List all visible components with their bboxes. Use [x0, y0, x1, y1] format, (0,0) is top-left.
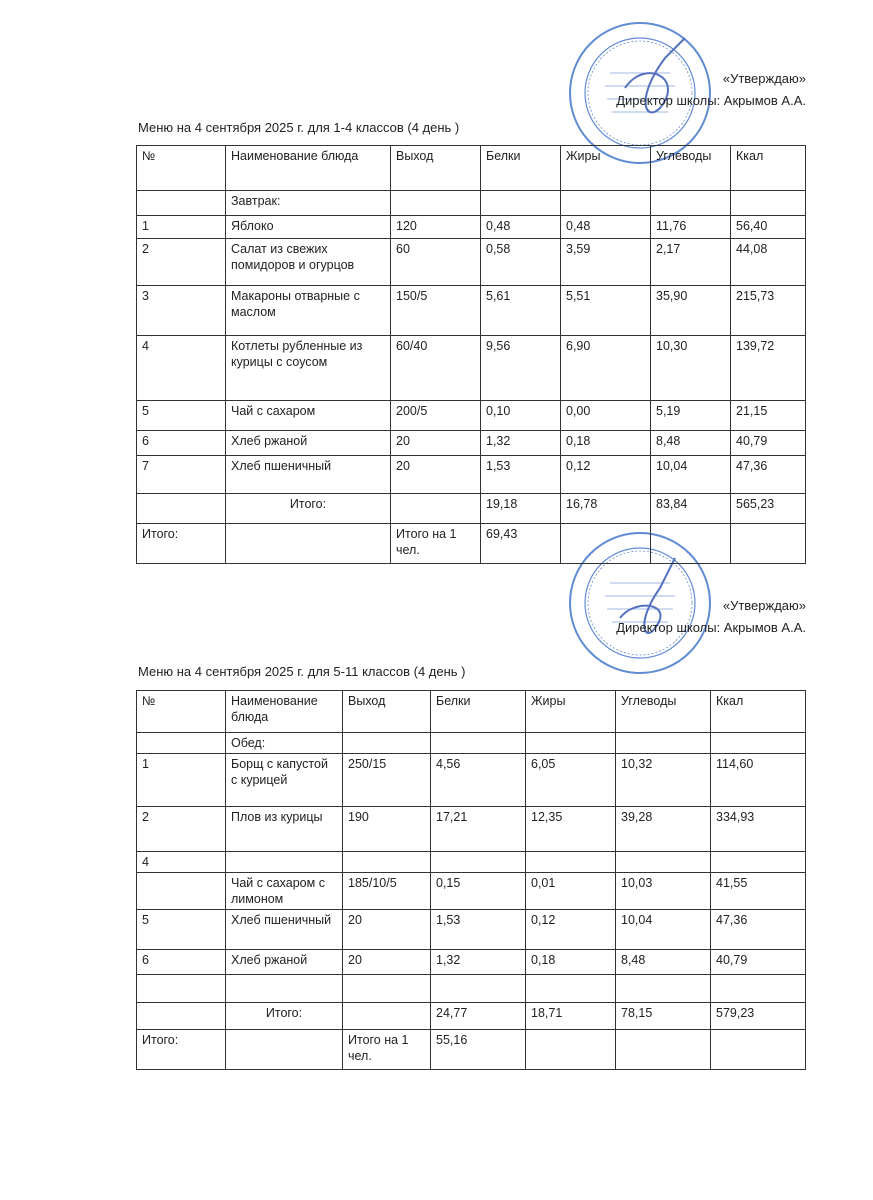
column-header: №	[137, 691, 226, 733]
director-signature-line: Директор школы: Акрымов А.А.	[616, 620, 806, 635]
table-cell: 0,01	[526, 873, 616, 910]
table-cell	[343, 852, 431, 873]
table-cell: 6,90	[561, 336, 651, 401]
table-cell	[137, 494, 226, 524]
table-cell: 0,12	[526, 910, 616, 950]
table-cell: Хлеб пшеничный	[226, 910, 343, 950]
table-cell	[711, 733, 806, 754]
table-row	[137, 431, 806, 456]
menu-table-5-11	[136, 690, 806, 1070]
table-cell	[731, 191, 806, 216]
table-cell	[616, 733, 711, 754]
table-row	[137, 336, 806, 401]
table-cell: 1,32	[481, 431, 561, 456]
table-cell: 200/5	[391, 401, 481, 431]
table-cell: Хлеб пшеничный	[226, 456, 391, 494]
table-cell	[391, 191, 481, 216]
table-cell	[526, 975, 616, 1003]
table-cell: 0,15	[431, 873, 526, 910]
table-cell: 10,03	[616, 873, 711, 910]
table-cell: 20	[391, 431, 481, 456]
table-cell: 60/40	[391, 336, 481, 401]
table-cell: 3	[137, 286, 226, 336]
table-cell	[651, 524, 731, 564]
table-cell	[711, 852, 806, 873]
table-cell: Хлеб ржаной	[226, 950, 343, 975]
table-cell	[137, 733, 226, 754]
table-cell: 5	[137, 910, 226, 950]
table-row	[137, 494, 806, 524]
table-row	[137, 873, 806, 910]
table-cell: 10,32	[616, 754, 711, 807]
table-cell: 47,36	[731, 456, 806, 494]
column-header: Ккал	[731, 146, 806, 191]
table-cell: 114,60	[711, 754, 806, 807]
table-cell: 3,59	[561, 239, 651, 286]
table-cell: Итого на 1 чел.	[391, 524, 481, 564]
table-header-row	[137, 691, 806, 733]
table-cell: Котлеты рубленные из курицы с соусом	[226, 336, 391, 401]
table-cell	[481, 191, 561, 216]
table-cell: 24,77	[431, 1003, 526, 1030]
table-cell: 60	[391, 239, 481, 286]
table-cell: 150/5	[391, 286, 481, 336]
table-cell: 35,90	[651, 286, 731, 336]
table-cell: 139,72	[731, 336, 806, 401]
table-cell	[561, 191, 651, 216]
table-cell: Итого:	[137, 524, 226, 564]
table-cell: 0,18	[526, 950, 616, 975]
table-cell: 20	[391, 456, 481, 494]
column-header: №	[137, 146, 226, 191]
table-cell: Плов из курицы	[226, 807, 343, 852]
table-cell: 20	[343, 910, 431, 950]
table-cell	[616, 1030, 711, 1070]
table-cell: 78,15	[616, 1003, 711, 1030]
table-cell: 1,53	[481, 456, 561, 494]
column-header: Белки	[431, 691, 526, 733]
table-cell: Итого на 1 чел.	[343, 1030, 431, 1070]
table-cell: 5,19	[651, 401, 731, 431]
table-cell: 0,48	[561, 216, 651, 239]
table-row	[137, 852, 806, 873]
table-cell: 0,12	[561, 456, 651, 494]
table-cell	[431, 852, 526, 873]
table-cell: 190	[343, 807, 431, 852]
table-cell: 16,78	[561, 494, 651, 524]
table-cell: 10,04	[651, 456, 731, 494]
table-cell: 579,23	[711, 1003, 806, 1030]
table-cell: 185/10/5	[343, 873, 431, 910]
table-cell: 56,40	[731, 216, 806, 239]
table-cell: 4	[137, 336, 226, 401]
table-row	[137, 807, 806, 852]
table-cell	[137, 873, 226, 910]
table-cell	[343, 975, 431, 1003]
table-cell	[137, 975, 226, 1003]
table-cell: Обед:	[226, 733, 343, 754]
table-cell	[391, 494, 481, 524]
table-row	[137, 401, 806, 431]
table-cell	[526, 733, 616, 754]
table-cell: Итого:	[226, 1003, 343, 1030]
table-cell: Яблоко	[226, 216, 391, 239]
table-cell: Завтрак:	[226, 191, 391, 216]
table-row	[137, 216, 806, 239]
column-header: Жиры	[526, 691, 616, 733]
table-row	[137, 950, 806, 975]
column-header: Выход	[343, 691, 431, 733]
table-cell: 0,00	[561, 401, 651, 431]
column-header: Жиры	[561, 146, 651, 191]
table-cell: 0,18	[561, 431, 651, 456]
table-cell: 47,36	[711, 910, 806, 950]
menu-title: Меню на 4 сентября 2025 г. для 5-11 классов (4 день )	[138, 664, 466, 679]
table-cell: 19,18	[481, 494, 561, 524]
table-cell: 8,48	[616, 950, 711, 975]
table-cell	[343, 1003, 431, 1030]
column-header: Наименование блюда	[226, 691, 343, 733]
table-cell: 5,51	[561, 286, 651, 336]
table-cell: 2	[137, 807, 226, 852]
table-cell: Салат из свежих помидоров и огурцов	[226, 239, 391, 286]
table-cell: 0,58	[481, 239, 561, 286]
table-cell: 5,61	[481, 286, 561, 336]
table-cell: 9,56	[481, 336, 561, 401]
table-row	[137, 1030, 806, 1070]
menu-title: Меню на 4 сентября 2025 г. для 1-4 классов (4 день )	[138, 120, 460, 135]
table-cell: 4,56	[431, 754, 526, 807]
table-cell: 69,43	[481, 524, 561, 564]
table-cell: 41,55	[711, 873, 806, 910]
table-cell	[226, 975, 343, 1003]
table-cell: 12,35	[526, 807, 616, 852]
table-cell: 0,10	[481, 401, 561, 431]
table-cell: 18,71	[526, 1003, 616, 1030]
table-cell: Итого:	[226, 494, 391, 524]
table-cell: 4	[137, 852, 226, 873]
table-cell: Хлеб ржаной	[226, 431, 391, 456]
table-cell: 1,53	[431, 910, 526, 950]
table-cell	[711, 975, 806, 1003]
table-cell: 40,79	[711, 950, 806, 975]
table-row	[137, 286, 806, 336]
table-cell: 215,73	[731, 286, 806, 336]
table-row	[137, 239, 806, 286]
table-cell: 40,79	[731, 431, 806, 456]
table-cell	[343, 733, 431, 754]
table-cell	[711, 1030, 806, 1070]
table-row	[137, 754, 806, 807]
table-cell	[526, 1030, 616, 1070]
menu-table-1-4	[136, 145, 806, 564]
table-row	[137, 975, 806, 1003]
table-cell: 250/15	[343, 754, 431, 807]
table-cell: 1,32	[431, 950, 526, 975]
table-row	[137, 456, 806, 494]
table-row	[137, 733, 806, 754]
table-cell	[651, 191, 731, 216]
table-cell: 55,16	[431, 1030, 526, 1070]
approval-block	[616, 68, 806, 112]
table-cell: 334,93	[711, 807, 806, 852]
table-cell: Чай с сахаром	[226, 401, 391, 431]
table-cell	[526, 852, 616, 873]
table-cell: 2,17	[651, 239, 731, 286]
column-header: Углеводы	[616, 691, 711, 733]
table-cell: 10,30	[651, 336, 731, 401]
table-cell: 1	[137, 754, 226, 807]
table-cell: Борщ с капустой с курицей	[226, 754, 343, 807]
table-cell: Итого:	[137, 1030, 226, 1070]
table-cell	[226, 524, 391, 564]
table-cell: 11,76	[651, 216, 731, 239]
table-cell: Макароны отварные с маслом	[226, 286, 391, 336]
table-cell	[731, 524, 806, 564]
table-cell: 6,05	[526, 754, 616, 807]
table-cell: 44,08	[731, 239, 806, 286]
column-header: Углеводы	[651, 146, 731, 191]
table-cell	[137, 191, 226, 216]
table-cell	[226, 852, 343, 873]
column-header: Наименование блюда	[226, 146, 391, 191]
table-header-row	[137, 146, 806, 191]
table-cell: 10,04	[616, 910, 711, 950]
table-row	[137, 910, 806, 950]
table-row	[137, 524, 806, 564]
table-cell: 5	[137, 401, 226, 431]
table-row	[137, 191, 806, 216]
table-cell	[561, 524, 651, 564]
table-cell	[226, 1030, 343, 1070]
approval-line: «Утверждаю»	[722, 71, 806, 86]
director-signature-line: Директор школы: Акрымов А.А.	[616, 93, 806, 108]
table-cell: 83,84	[651, 494, 731, 524]
table-cell: 17,21	[431, 807, 526, 852]
table-row	[137, 1003, 806, 1030]
table-cell: 120	[391, 216, 481, 239]
column-header: Ккал	[711, 691, 806, 733]
table-cell: 2	[137, 239, 226, 286]
approval-line: «Утверждаю»	[722, 598, 806, 613]
table-cell: 6	[137, 431, 226, 456]
table-cell: 20	[343, 950, 431, 975]
table-cell: 1	[137, 216, 226, 239]
table-cell: 39,28	[616, 807, 711, 852]
table-cell	[137, 1003, 226, 1030]
table-cell: 565,23	[731, 494, 806, 524]
table-cell	[616, 852, 711, 873]
table-cell: 6	[137, 950, 226, 975]
table-cell: 8,48	[651, 431, 731, 456]
column-header: Белки	[481, 146, 561, 191]
table-cell	[431, 733, 526, 754]
table-cell: 0,48	[481, 216, 561, 239]
table-cell	[616, 975, 711, 1003]
table-cell	[431, 975, 526, 1003]
table-cell: 7	[137, 456, 226, 494]
table-cell: 21,15	[731, 401, 806, 431]
table-cell: Чай с сахаром с лимоном	[226, 873, 343, 910]
approval-block	[616, 595, 806, 639]
column-header: Выход	[391, 146, 481, 191]
